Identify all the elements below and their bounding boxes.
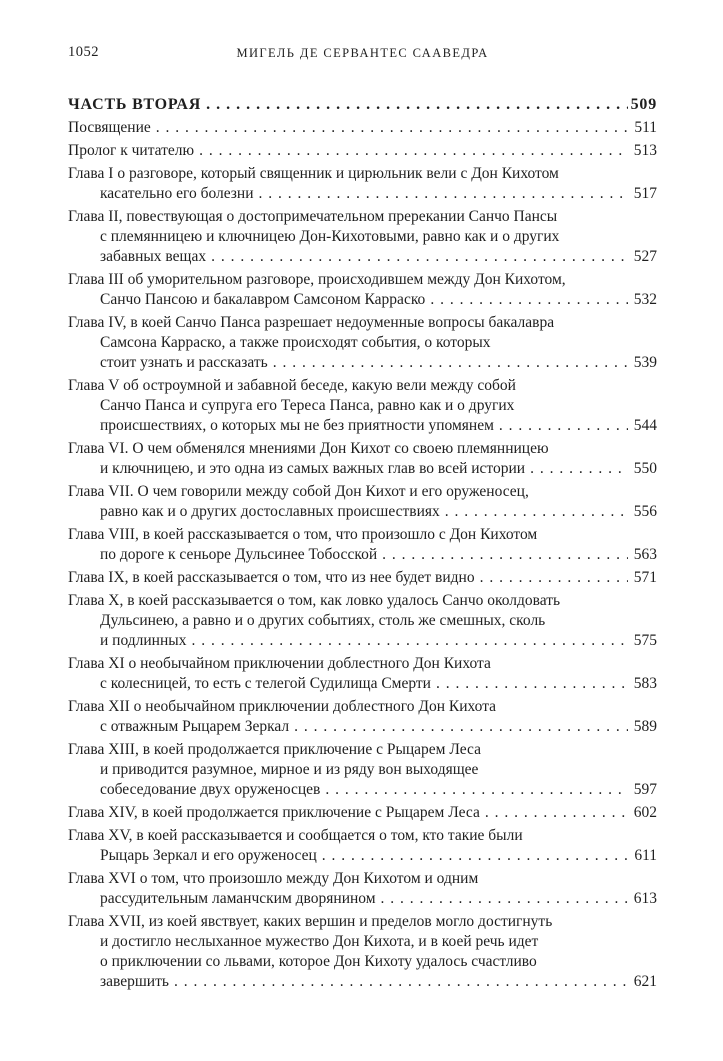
- toc-entry-line: [68, 654, 657, 674]
- toc-entry: [68, 826, 657, 866]
- toc-entry-text: Посвящение: [68, 119, 151, 136]
- toc-entry-text: касательно его болезни: [100, 185, 254, 202]
- toc-entry-line: [68, 631, 657, 651]
- dot-leader: [382, 545, 628, 565]
- dot-leader: [430, 290, 628, 310]
- toc-entry-text: и приводится разумное, мирное и из ряду вон выходящее: [100, 761, 479, 778]
- toc-entry-line: [68, 803, 657, 823]
- toc-entry: [68, 207, 657, 267]
- toc-entry-text: с племянницею и ключницею Дон-Кихотовыми, равно как и о других: [100, 228, 560, 245]
- dot-leader: [499, 416, 628, 436]
- toc-entry-line: [68, 396, 657, 416]
- toc-entry-text: собеседование двух оруженосцев: [100, 781, 321, 798]
- toc-page-number: 589: [633, 718, 657, 735]
- toc-page-number: 513: [633, 142, 657, 159]
- toc-entry-line: [68, 932, 657, 952]
- toc-entry: [68, 568, 657, 588]
- toc-entry-text: Санчо Панса и супруга его Тереса Панса, равно как и о других: [100, 397, 515, 414]
- toc-entry-line: [68, 459, 657, 479]
- toc-entry-text: завершить: [100, 973, 169, 990]
- toc-entry-text: Глава XI о необычайном приключении доблестного Дон Кихота: [68, 655, 491, 672]
- toc-entry-text: Глава VII. О чем говорили между собой Дон Кихот и его оруженосец,: [68, 483, 529, 500]
- toc-page-number: 611: [634, 847, 657, 864]
- toc-entry: [68, 591, 657, 651]
- toc-entry-text: с колесницей, то есть с телегой Судилища Смерти: [100, 675, 431, 692]
- toc-entry-text: Самсона Карраско, а также происходят события, о которых: [100, 334, 491, 351]
- toc-entry-line: [68, 313, 657, 333]
- dot-leader: [206, 95, 627, 115]
- toc-entry-text: Глава XII о необычайном приключении доблестного Дон Кихота: [68, 698, 497, 715]
- toc-entry-line: [68, 207, 657, 227]
- toc-entry-text: Глава IV, в коей Санчо Панса разрешает недоуменные вопросы бакалавра: [68, 314, 555, 331]
- toc-page-number: 527: [633, 248, 657, 265]
- toc-page-number: 556: [633, 503, 657, 520]
- dot-leader: [174, 972, 628, 992]
- toc-entry-line: [68, 740, 657, 760]
- toc-page-number: 550: [633, 460, 657, 477]
- dot-leader: [259, 184, 628, 204]
- toc-entry-text: Пролог к читателю: [68, 142, 195, 159]
- toc-entry-text: ЧАСТЬ ВТОРАЯ: [68, 96, 202, 113]
- toc-page-number: 621: [633, 973, 657, 990]
- toc-entry: [68, 141, 657, 161]
- toc-entry-line: [68, 591, 657, 611]
- toc-entry-text: Глава III об уморительном разговоре, происходившем между Дон Кихотом,: [68, 271, 566, 288]
- dot-leader: [480, 568, 628, 588]
- toc-entry-text: и ключницею, и это одна из самых важных глав во всей истории: [100, 460, 526, 477]
- toc-entry-line: [68, 545, 657, 565]
- toc-entry-line: [68, 611, 657, 631]
- toc-entry: [68, 118, 657, 138]
- toc-entry-line: [68, 780, 657, 800]
- running-head: [68, 44, 657, 62]
- toc-entry-line: [68, 697, 657, 717]
- toc-entry-text: равно как и о других достославных происшествиях: [100, 503, 440, 520]
- toc-entry-line: [68, 353, 657, 373]
- toc-entry-line: [68, 717, 657, 737]
- toc-entry-text: Глава XIII, в коей продолжается приключение с Рыцарем Леса: [68, 741, 481, 758]
- dot-leader: [530, 459, 628, 479]
- toc-entry-line: [68, 416, 657, 436]
- toc-entry-line: [68, 164, 657, 184]
- toc-page-number: 511: [634, 119, 657, 136]
- toc-entry-text: Глава X, в коей рассказывается о том, как ловко удалось Санчо околдовать: [68, 592, 561, 609]
- toc-entry-line: [68, 826, 657, 846]
- page-number: 1052: [68, 44, 99, 60]
- toc-entry: [68, 313, 657, 373]
- toc-entry: [68, 439, 657, 479]
- toc-entry: [68, 869, 657, 909]
- dot-leader: [294, 717, 628, 737]
- toc-entry-line: [68, 270, 657, 290]
- toc-entry-text: и достигло неслыханное мужество Дон Кихота, и в коей речь идет: [100, 933, 539, 950]
- dot-leader: [211, 247, 628, 267]
- running-title: МИГЕЛЬ ДЕ СЕРВАНТЕС СААВЕДРА: [236, 46, 489, 60]
- toc-entry-line: [68, 333, 657, 353]
- toc-entry-line: [68, 912, 657, 932]
- toc-entry-line: [68, 247, 657, 267]
- toc-entry-text: Глава IX, в коей рассказывается о том, что из нее будет видно: [68, 569, 475, 586]
- dot-leader: [273, 353, 628, 373]
- dot-leader: [381, 889, 628, 909]
- toc-entry-text: рассудительным ламанчским дворянином: [100, 890, 376, 907]
- toc-entry: [68, 482, 657, 522]
- toc-page-number: 597: [633, 781, 657, 798]
- toc-entry-line: [68, 568, 657, 588]
- dot-leader: [325, 780, 628, 800]
- toc-entry-line: [68, 376, 657, 396]
- toc-page-number: 613: [633, 890, 657, 907]
- toc-entry: [68, 376, 657, 436]
- toc-entry-line: [68, 502, 657, 522]
- toc-entry-text: забавных вещах: [100, 248, 207, 265]
- toc-entry-line: [68, 227, 657, 247]
- dot-leader: [445, 502, 628, 522]
- dot-leader: [485, 803, 628, 823]
- toc-entry-line: [68, 482, 657, 502]
- toc-entry-text: с отважным Рыцарем Зеркал: [100, 718, 290, 735]
- toc-entry-text: по дороге к сеньоре Дульсинее Тобосской: [100, 546, 378, 563]
- toc-page-number: 544: [633, 417, 657, 434]
- toc-entry-text: стоит узнать и рассказать: [100, 354, 268, 371]
- toc-entry-line: [68, 525, 657, 545]
- toc-entry: [68, 95, 657, 115]
- toc-entry-line: [68, 674, 657, 694]
- toc-page-number: 509: [630, 96, 657, 113]
- toc-entry-line: [68, 439, 657, 459]
- toc-entry-line: [68, 869, 657, 889]
- toc-entry: [68, 740, 657, 800]
- toc-entry-line: [68, 141, 657, 161]
- toc-entry-line: [68, 972, 657, 992]
- toc-entry-line: [68, 846, 657, 866]
- toc-entry-text: Рыцарь Зеркал и его оруженосец: [100, 847, 317, 864]
- toc-entry-text: Глава II, повествующая о достопримечательном пререкании Санчо Пансы: [68, 208, 558, 225]
- toc-entry-line: [68, 290, 657, 310]
- toc-entry-text: Глава XV, в коей рассказывается и сообщается о том, кто такие были: [68, 827, 523, 844]
- toc-page-number: 563: [633, 546, 657, 563]
- toc-page-number: 571: [633, 569, 657, 586]
- toc-entry-line: [68, 952, 657, 972]
- toc-entry: [68, 803, 657, 823]
- toc-page-number: 583: [633, 675, 657, 692]
- toc-page-number: 575: [633, 632, 657, 649]
- toc-entry-text: и подлинных: [100, 632, 187, 649]
- toc-entry-text: Глава V об остроумной и забавной беседе, какую вели между собой: [68, 377, 516, 394]
- toc-entry: [68, 164, 657, 204]
- toc-entry-line: [68, 118, 657, 138]
- toc-entry-line: [68, 184, 657, 204]
- toc-page-number: 532: [633, 291, 657, 308]
- toc-entry-text: Глава XVII, из коей явствует, каких вершин и пределов могло достигнуть: [68, 913, 553, 930]
- toc-entry-line: [68, 760, 657, 780]
- dot-leader: [436, 674, 628, 694]
- toc-entry-text: происшествиях, о которых мы не без приятности упомянем: [100, 417, 494, 434]
- toc-entry-text: о приключении со львами, которое Дон Кихоту удалось счастливо: [100, 953, 537, 970]
- toc-page-number: 602: [633, 804, 657, 821]
- toc-entry: [68, 912, 657, 992]
- toc-entry-text: Глава VI. О чем обменялся мнениями Дон Кихот со своею племянницею: [68, 440, 549, 457]
- dot-leader: [191, 631, 628, 651]
- toc-entry-text: Санчо Пансою и бакалавром Самсоном Карраско: [100, 291, 426, 308]
- toc-entry-text: Глава VIII, в коей рассказывается о том, что произошло с Дон Кихотом: [68, 526, 538, 543]
- dot-leader: [199, 141, 628, 161]
- toc-entry-text: Глава I о разговоре, который священник и цирюльник вели с Дон Кихотом: [68, 165, 559, 182]
- toc-entry-line: [68, 95, 657, 115]
- toc-page-number: 539: [633, 354, 657, 371]
- toc-entry: [68, 654, 657, 694]
- toc-entry-text: Глава XIV, в коей продолжается приключение с Рыцарем Леса: [68, 804, 480, 821]
- toc-entry-text: Глава XVI о том, что произошло между Дон Кихотом и одним: [68, 870, 479, 887]
- table-of-contents: [68, 95, 657, 992]
- toc-entry: [68, 270, 657, 310]
- dot-leader: [322, 846, 628, 866]
- toc-entry: [68, 697, 657, 737]
- toc-page-number: 517: [633, 185, 657, 202]
- dot-leader: [156, 118, 628, 138]
- toc-entry-text: Дульсинею, а равно и о других событиях, столь же смешных, сколь: [100, 612, 546, 629]
- toc-entry: [68, 525, 657, 565]
- toc-entry-line: [68, 889, 657, 909]
